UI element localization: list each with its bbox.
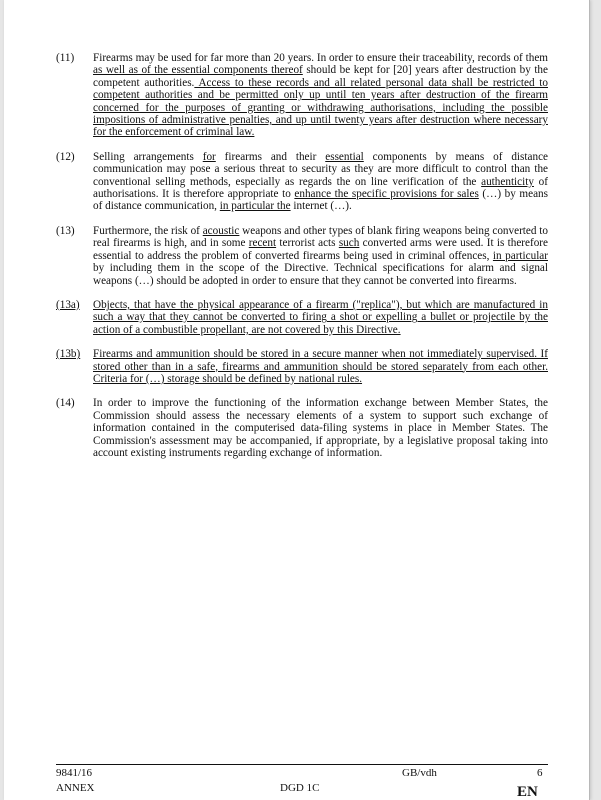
text-segment: weapons and other types of blank firing weapons being converted to real firearms is high, and in some	[93, 224, 548, 250]
text-segment: terrorist acts	[276, 237, 339, 250]
footer-doc-ref: 9841/16	[56, 767, 93, 779]
recital-item	[56, 299, 548, 336]
underlined-text: Objects, that have the physical appearance of a firearm ("replica"), but which are manufactured in such a way that they cannot be converted to firing a shot or expelling a bullet or projectile by the action of a combustible propellant, are not covered by this Directive.	[93, 298, 548, 336]
text-segment: components by means of distance communication may pose a serious threat to security as they are more difficult to control than the conventional selling methods, especially as regards the on line verification of the	[93, 150, 548, 188]
underlined-text: in particular	[492, 249, 548, 262]
underlined-text: such	[338, 237, 360, 250]
recitals-list	[56, 52, 548, 471]
document-page	[4, 0, 590, 800]
text-segment: (…) by means of distance communication,	[93, 188, 548, 213]
text-segment: Selling arrangements	[93, 150, 203, 163]
recital-text	[93, 299, 548, 336]
recital-item	[56, 52, 548, 139]
text-segment: should be kept for [20] years after destruction by the competent authorities.	[93, 64, 548, 89]
text-segment: by including them in the scope of the Directive. Technical specifications for alarm and signal weapons (…) should be adopted in order to ensure that they cannot be converted into firearms.	[93, 262, 548, 287]
underlined-text: as well as of the essential components thereof	[93, 64, 303, 77]
text-segment: firearms and their	[215, 150, 326, 163]
recital-number: (13)	[56, 224, 75, 237]
underlined-text: in particular the	[219, 200, 291, 213]
underlined-text: Firearms and ammunition should be stored in a secure manner when not immediately supervised. If stored other than in a safe, firearms and ammunition should be stored separately from each other. Criteria for (…) storage should be defined by national rules.	[93, 348, 548, 385]
recital-text	[93, 225, 548, 287]
underlined-text: enhance the specific provisions for sales	[294, 188, 479, 201]
footer-dg: DGD 1C	[280, 782, 320, 794]
recital-number: (12)	[56, 150, 75, 163]
recital-item	[56, 225, 548, 287]
underlined-text: authenticity	[481, 175, 534, 188]
underlined-text: Access to these records and all related personal data shall be restricted to competent authorities and be permitted only up until ten years after destruction of the firearm concerned for the purposes of granting or withdrawing authorisations, including the possible impositions of administrative penalties, and up until twenty years after destruction where necessary for the enforcement of criminal law.	[93, 76, 548, 139]
recital-number: (14)	[56, 397, 75, 410]
footer-page-number: 6	[537, 767, 543, 779]
recital-text	[93, 397, 548, 459]
recital-text	[93, 52, 548, 139]
text-segment: Furthermore, the risk of	[93, 224, 203, 237]
recital-item	[56, 151, 548, 213]
underlined-text: essential	[325, 150, 364, 163]
text-segment: internet (…).	[290, 200, 352, 213]
recital-text	[93, 348, 548, 385]
footer-language-code: EN	[517, 784, 538, 800]
recital-item	[56, 397, 548, 459]
text-segment: Firearms may be used for far more than 20 years. In order to ensure their traceability, records of them	[93, 52, 548, 64]
recital-text	[93, 151, 548, 213]
recital-item	[56, 348, 548, 385]
underlined-text: recent	[248, 237, 277, 250]
footer-divider	[56, 764, 548, 765]
underlined-text: acoustic	[202, 224, 240, 237]
underlined-text: for	[202, 150, 216, 163]
text-segment: In order to improve the functioning of the information exchange between Member States, the Commission should assess the necessary elements of a system to support such exchange of information contained in the computerised data-filing systems in place in Member States. The Commission's assessment may be accompanied, if appropriate, by a legislative proposal taking into account existing instruments regarding exchange of information.	[93, 397, 548, 459]
text-segment: converted arms were used. It is therefore essential to address the problem of converted firearms being used in criminal offences,	[93, 237, 548, 262]
text-segment: of authorisations. It is therefore appropriate to	[93, 175, 548, 201]
footer-initials: GB/vdh	[402, 767, 437, 779]
recital-number: (13b)	[56, 348, 81, 361]
recital-number: (13a)	[56, 298, 80, 311]
recital-number: (11)	[56, 52, 75, 64]
footer-annex: ANNEX	[56, 782, 95, 794]
